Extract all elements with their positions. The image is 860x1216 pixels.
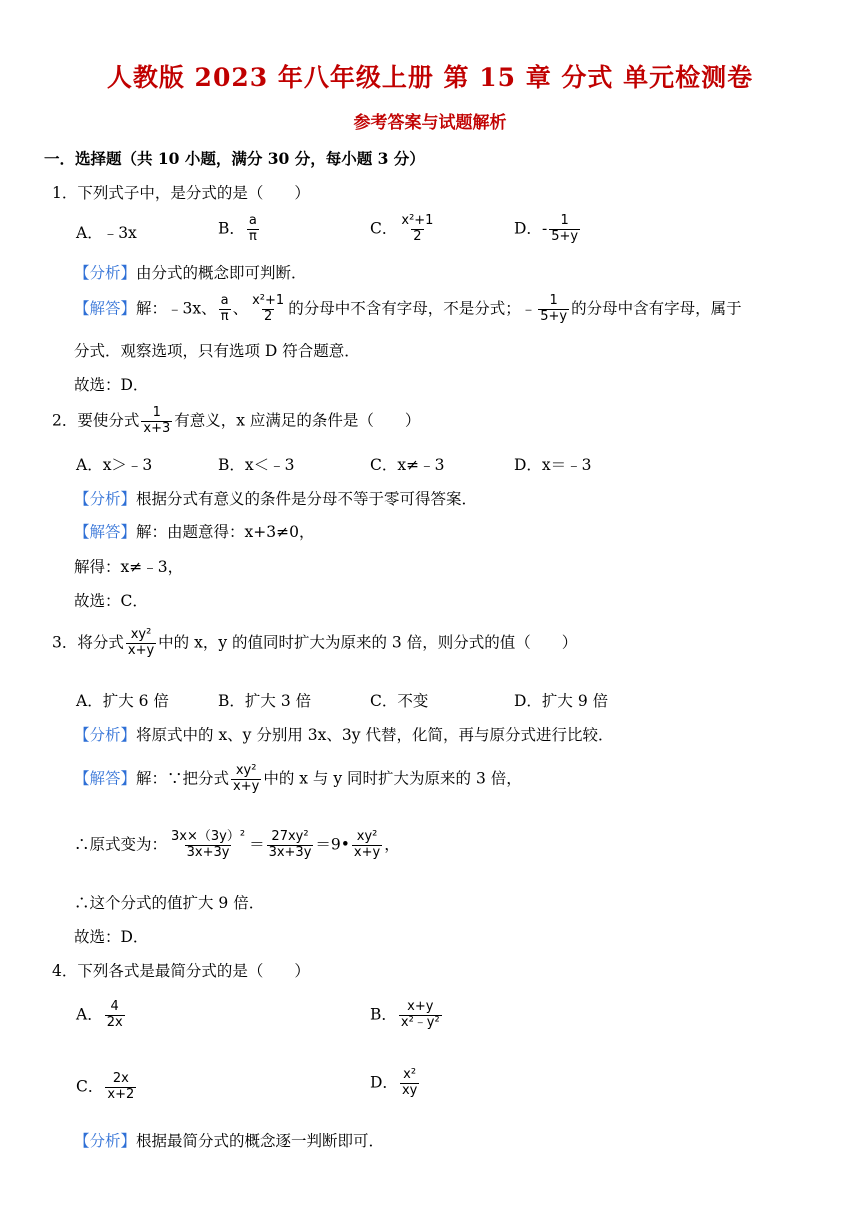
q1-solution-cont: 分式．观察选项，只有选项 D 符合题意．: [74, 342, 360, 360]
q2-solution-cont: 解得：x≠﹣3，: [74, 558, 184, 576]
q3-expr-2: $\frac{\text{27xy²}}{3x+3y}$: [268, 829, 312, 860]
q2-fraction: $\frac{1}{x+3}$: [143, 405, 171, 436]
q3-analysis: 【分析】将原式中的 x、y 分别用 3x、3y 代替，化简，再与原分式进行比较．: [74, 726, 614, 744]
answer-tag: 【解答】: [74, 299, 137, 318]
q3-option-d: D．扩大 9 倍: [514, 692, 609, 710]
q3-transformation: ∴原式变为： $\frac{\text{3x×（3y）²}}{3x+3y}$ ＝ $\frac{\text{27xy²}}{3x+3y}$ ＝9• $\frac{\text{xy²}}{x+y}$ ，: [74, 829, 400, 860]
q3-expr-3: $\frac{\text{xy²}}{x+y}$: [353, 829, 381, 860]
document-title: 人教版 2023 年八年级上册 第 15 章 分式 单元检测卷: [106, 63, 754, 92]
q4-option-a-fraction: $\frac{4}{2x}$: [106, 999, 123, 1030]
q4-analysis: 【分析】根据最简分式的概念逐一判断即可．: [74, 1132, 385, 1150]
analysis-tag: 【分析】: [74, 264, 137, 282]
q2-stem: 2．要使分式 $\frac{1}{x+3}$ 有意义，x 应满足的条件是（ ）: [52, 405, 421, 436]
q4-stem: 4．下列各式是最简分式的是（ ）: [52, 962, 310, 980]
q1-analysis: 【分析】由分式的概念即可判断．: [74, 264, 307, 282]
q2-choice: 故选：C．: [74, 592, 148, 610]
q1-stem: 1．下列式子中，是分式的是（ ）: [52, 184, 310, 202]
q1-option-b-fraction: $\frac{a}{\pi}$: [248, 213, 257, 244]
q2-analysis: 【分析】根据分式有意义的条件是分母不等于零可得答案．: [74, 490, 478, 508]
q1-choice: 故选：D．: [74, 376, 149, 394]
q3-result: ∴这个分式的值扩大 9 倍．: [74, 894, 265, 912]
q2-option-d: D．x＝﹣3: [514, 456, 592, 474]
q3-stem: 3．将分式 $\frac{\text{xy²}}{x+y}$ 中的 x，y 的值同时扩大为原来的 3 倍，则分式的值（ ）: [52, 627, 578, 658]
q4-option-c-fraction: $\frac{2x}{x+2}$: [107, 1071, 135, 1102]
q4-option-b-fraction: $\frac{x+y}{\text{x²﹣y²}}$: [400, 999, 440, 1030]
q1-option-c-fraction: $\frac{\text{x²+1}}{2}$: [401, 213, 434, 244]
q4-option-a: A． $\frac{4}{2x}$: [76, 999, 123, 1030]
q4-option-b: B． $\frac{x+y}{\text{x²﹣y²}}$: [370, 999, 440, 1030]
q2-option-c: C．x≠﹣3: [370, 456, 445, 474]
q1-solution: 【解答】解：﹣3x、 $\frac{a}{\pi}$ 、 $\frac{\text{x²+1}}{2}$ 的分母中不含有字母，不是分式；﹣ $\frac{1}{5+y}$ 的分母中含有字母，属于: [74, 293, 742, 324]
q2-solution: 【解答】解：由题意得：x+3≠0，: [74, 523, 315, 541]
q1-option-b: B． $\frac{a}{\pi}$: [218, 213, 257, 244]
q1-option-a: A．﹣3x: [76, 224, 137, 242]
q4-option-d-fraction: $\frac{\text{x²}}{xy}$: [401, 1067, 418, 1098]
section-heading: 一．选择题（共 10 小题，满分 30 分，每小题 3 分）: [44, 149, 425, 168]
q3-option-a: A．扩大 6 倍: [76, 692, 169, 710]
q2-option-b: B．x＜﹣3: [218, 456, 295, 474]
q3-choice: 故选：D．: [74, 928, 149, 946]
q3-expr-1: $\frac{\text{3x×（3y）²}}{3x+3y}$: [171, 829, 246, 860]
q1-option-d: D．- $\frac{1}{5+y}$: [514, 213, 579, 244]
document-subtitle: 参考答案与试题解析: [353, 113, 507, 133]
q2-option-a: A．x＞﹣3: [76, 456, 153, 474]
q3-option-c: C．不变: [370, 692, 429, 710]
q3-solution: 【解答】解：∵把分式 $\frac{\text{xy²}}{x+y}$ 中的 x 与 y 同时扩大为原来的 3 倍，: [74, 763, 522, 794]
q4-option-c: C． $\frac{2x}{x+2}$: [76, 1071, 135, 1102]
q3-fraction: $\frac{\text{xy²}}{x+y}$: [127, 627, 155, 658]
q4-option-d: D． $\frac{\text{x²}}{xy}$: [370, 1067, 418, 1098]
q1-option-d-fraction: $\frac{1}{5+y}$: [551, 213, 579, 244]
q3-option-b: B．扩大 3 倍: [218, 692, 312, 710]
q1-option-c: C． $\frac{\text{x²+1}}{2}$: [370, 213, 434, 244]
